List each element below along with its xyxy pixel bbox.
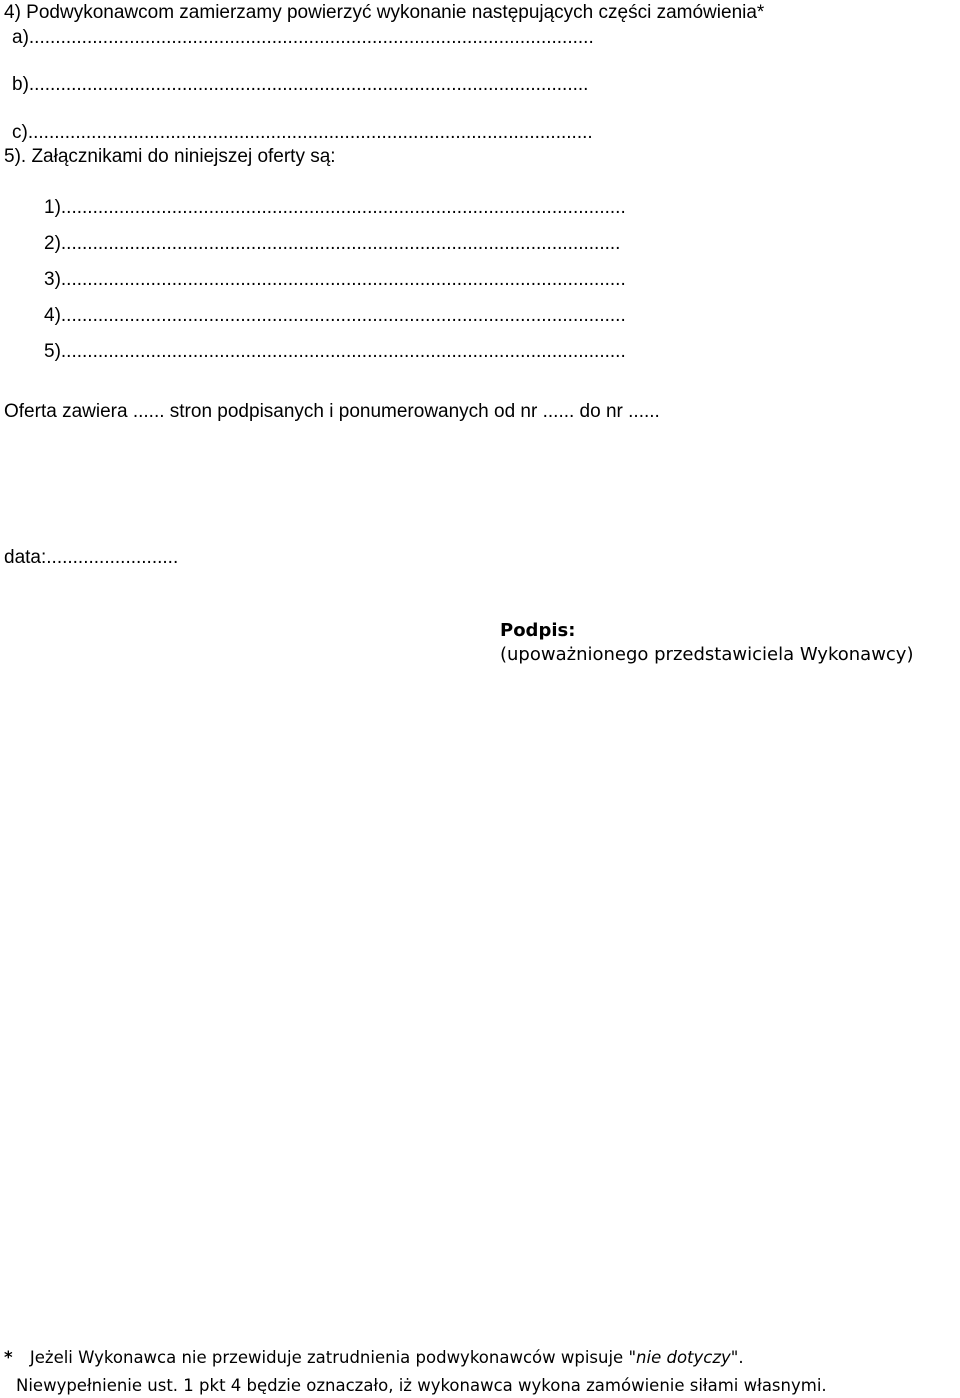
section-4-heading: 4) Podwykonawcom zamierzamy powierzyć wykonanie następujących części zamówienia* xyxy=(4,2,765,23)
footnote-star: * xyxy=(4,1348,13,1367)
attachment-item-4: 4)........................................................................................................... xyxy=(44,305,626,326)
footnote-line-1 xyxy=(4,1350,744,1367)
attachment-item-1: 1)........................................................................................................... xyxy=(44,197,626,218)
footnote-text: Jeżeli Wykonawca nie przewiduje zatrudnienia podwykonawców wpisuje xyxy=(29,1348,629,1367)
signature-label: Podpis: xyxy=(500,620,576,641)
footnote-period: . xyxy=(738,1348,744,1367)
signature-note: (upoważnionego przedstawiciela Wykonawcy) xyxy=(500,644,914,665)
date-line: data:......................... xyxy=(4,547,179,568)
attachment-item-5: 5)........................................................................................................... xyxy=(44,341,626,362)
footnote-quoted: "nie dotyczy" xyxy=(628,1348,739,1367)
footnote-line-2: Niewypełnienie ust. 1 pkt 4 będzie oznaczało, iż wykonawca wykona zamówienie siłami własnymi. xyxy=(16,1376,827,1395)
section-4-item-a: a)........................................................................................................... xyxy=(12,27,594,48)
attachment-item-3: 3)........................................................................................................... xyxy=(44,269,626,290)
section-5-heading: 5). Załącznikami do niniejszej oferty są: xyxy=(4,146,336,167)
section-4-item-b: b).......................................................................................................... xyxy=(12,74,589,95)
section-4-item-c: c)........................................................................................................... xyxy=(12,122,593,143)
attachment-item-2: 2).......................................................................................................... xyxy=(44,233,621,254)
offer-page-count-line: Oferta zawiera ...... stron podpisanych i ponumerowanych od nr ...... do nr ...... xyxy=(4,401,660,422)
